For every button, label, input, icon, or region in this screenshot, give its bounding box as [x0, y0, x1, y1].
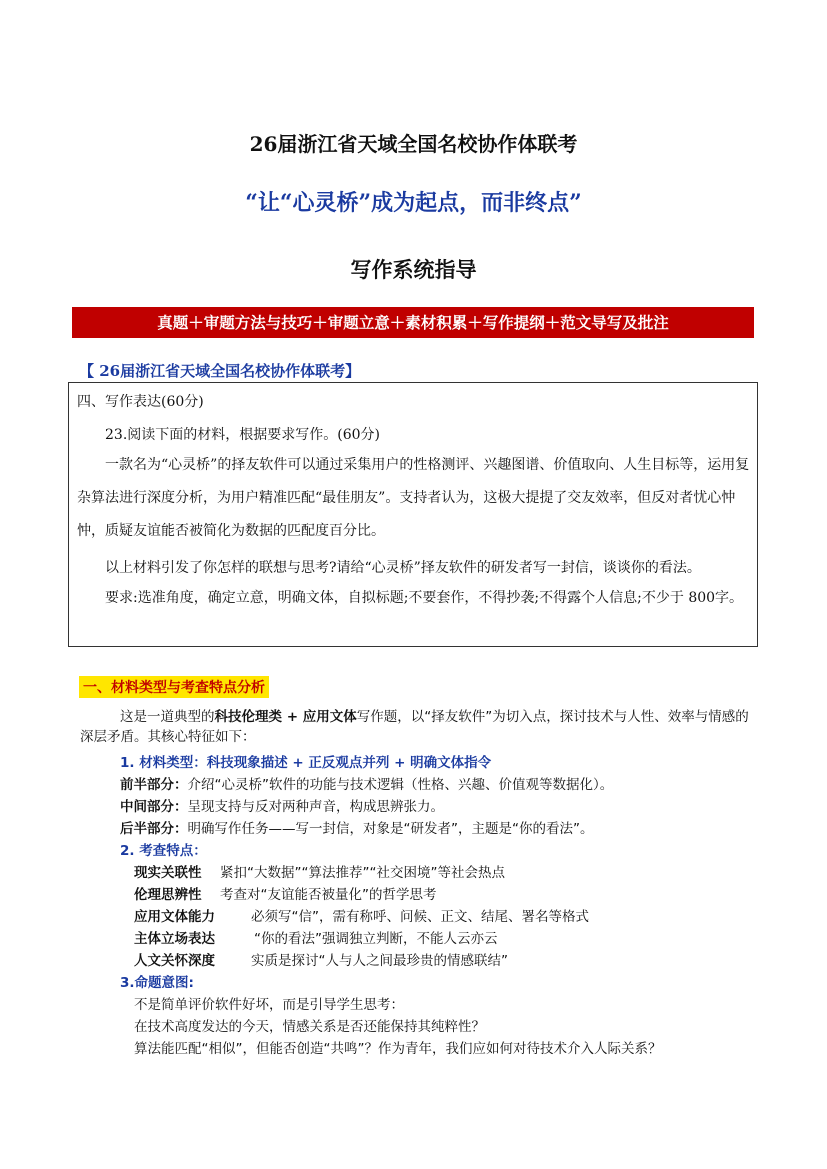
intent-line: 在技术高度发达的今天，情感关系是否还能保持其纯粹性？ — [134, 1019, 485, 1035]
guide-subtitle: 写作系统指导 — [350, 257, 477, 282]
question-requirements: 要求:选准角度，确定立意，明确文体，自拟标题;不要套作，不得抄袭;不得露个人信息;不少于 800字。 — [105, 590, 744, 606]
question-section: 四、写作表达(60分) — [77, 394, 204, 410]
item1-heading: 1. 材料类型：科技现象描述 + 正反观点并列 + 明确文体指令 — [120, 755, 492, 771]
feature-row: 主体立场表达 “你的看法”强调独立判断，不能人云亦云 — [134, 931, 498, 947]
question-task: 以上材料引发了你怎样的联想与思考?请给“心灵桥”择友软件的研发者写一封信，谈谈你的看法。 — [105, 560, 701, 576]
feature-row: 人文关怀深度 实质是探讨“人与人之间最珍贵的情感联结” — [134, 953, 508, 969]
feature-row: 现实关联性 紧扣“大数据”“算法推荐”“社交困境”等社会热点 — [134, 865, 505, 881]
part-row: 后半部分：明确写作任务——写一封信，对象是“研发者”，主题是“你的看法”。 — [120, 821, 594, 837]
essay-topic-title: “让“心灵桥”成为起点，而非终点” — [245, 190, 582, 216]
intent-line: 不是简单评价软件好坏，而是引导学生思考： — [134, 997, 404, 1013]
analysis-heading: 一、材料类型与考查特点分析 — [79, 676, 269, 698]
part-row: 前半部分：介绍“心灵桥”软件的功能与技术逻辑（性格、兴趣、价值观等数据化）。 — [120, 777, 614, 793]
feature-row: 应用文体能力 必须写“信”，需有称呼、问候、正文、结尾、署名等格式 — [134, 909, 589, 925]
analysis-intro: 这是一道典型的科技伦理类 + 应用文体写作题，以“择友软件”为切入点，探讨技术与人性、效率与情感的深层矛盾。其核心特征如下： — [80, 709, 749, 745]
feature-row: 伦理思辨性 考查对“友谊能否被量化”的哲学思考 — [134, 887, 437, 903]
intent-line: 算法能匹配“相似”，但能否创造“共鸣”？作为青年，我们应如何对待技术介入人际关系？ — [134, 1041, 662, 1057]
question-material: 一款名为“心灵桥”的择友软件可以通过采集用户的性格测评、兴趣图谱、价值取向、人生目标等，运用复杂算法进行深度分析，为用户精准匹配“最佳朋友”。支持者认为，这极大提提了交友效率，但反对者忧心忡忡，质疑友谊能否被简化为数据的匹配度百分比。 — [77, 457, 750, 539]
exam-label: 【 26届浙江省天域全国名校协作体联考】 — [79, 362, 361, 380]
item2-heading: 2. 考查特点： — [120, 843, 207, 859]
item3-heading: 3.命题意图: — [120, 975, 194, 991]
question-box — [68, 382, 758, 647]
document-title: 26届浙江省天域全国名校协作体联考 — [249, 132, 578, 156]
question-prompt: 23.阅读下面的材料，根据要求写作。(60分) — [105, 427, 381, 443]
part-row: 中间部分：呈现支持与反对两种声音，构成思辨张力。 — [120, 799, 444, 815]
contents-banner: 真题＋审题方法与技巧＋审题立意＋素材积累＋写作提纲＋范文导写及批注 — [72, 307, 754, 338]
